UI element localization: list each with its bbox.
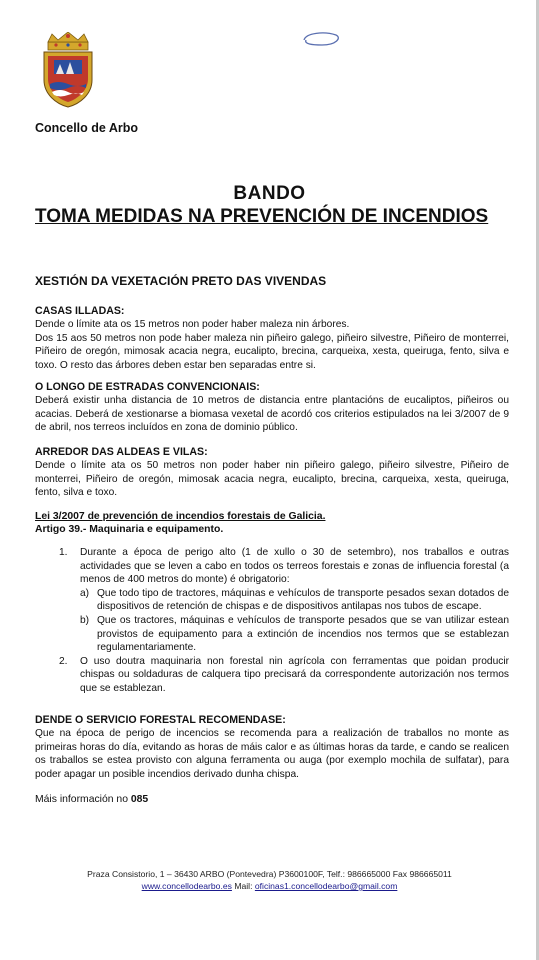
handwritten-mark-icon [300, 30, 342, 48]
section-casas-illadas [35, 305, 509, 372]
email-link[interactable]: oficinas1.concellodearbo@gmail.com [254, 881, 398, 891]
mail-label: Mail: [234, 881, 253, 891]
section-heading: ARREDOR DAS ALDEAS E VILAS: [35, 446, 208, 458]
law-article: Artigo 39.- Maquinaria e equipamento. [35, 524, 224, 535]
section-heading: DENDE O SERVICIO FORESTAL RECOMENDASE: [35, 714, 286, 726]
law-title: Lei 3/2007 de prevención de incendios forestais de Galicia. [35, 511, 326, 522]
law-reference [35, 510, 325, 536]
website-link[interactable]: www.concellodearbo.es [141, 881, 232, 891]
section-paragraph: Deberá existir unha distancia de 10 metros de distancia entre plantacións de eucaliptos, piñeiros ou acacias. Deberá de xestionarse a biomasa vexetal de acordó cos criterios estipulados na lei 3/2007 de 9 de abril, nos terreos incluídos en zona de dominio público. [35, 395, 509, 434]
sub-list-item [80, 587, 509, 614]
sub-list-text: Que todo tipo de tractores, máquinas e vehículos de transporte pesados sexan dotados de dispositivos de retención de chispas e de dispositivos antilapas nos tubos de escape. [97, 587, 509, 613]
list-item-text: Durante a época de perigo alto (1 de xullo o 30 de setembro), nos traballos e outras actividades que se leven a cabo en todos os terreos forestais e zonas de influencia forestal (a menos de 400 metros do monte) é obrigatorio: [80, 547, 509, 586]
section-aldeas [35, 446, 509, 500]
list-item [35, 546, 509, 655]
section-heading: O LONGO DE ESTRADAS CONVENCIONAIS: [35, 381, 260, 393]
coat-of-arms-icon [38, 32, 98, 108]
list-item-number: 2. [59, 655, 68, 667]
article-list [35, 546, 509, 696]
list-item-number: 1. [59, 547, 68, 558]
footer [0, 868, 539, 892]
document-headline [35, 205, 509, 229]
section-forest-service [35, 714, 509, 781]
sub-list-letter: a) [80, 587, 90, 599]
sub-list-letter: b) [80, 614, 90, 626]
more-info [35, 794, 148, 805]
section-heading: CASAS ILLADAS: [35, 305, 125, 317]
section-estradas [35, 381, 509, 435]
section-paragraph: Que na época de perigo de incencios se recomenda para a realización de traballos no monte as primeiras horas do día, evitando as horas de máis calor e as últimas horas da tarde, e cando se realicen os traballos se estea provisto con alguna ferramenta ou auga (por exemplo mochila de sulfatar), para poder apagar un posible incendios derivado dunha chispa. [35, 728, 509, 780]
footer-address: Praza Consistorio, 1 – 36430 ARBO (Pontevedra) P3600100F, Telf.: 986665000 Fax 986665011 [87, 869, 452, 879]
sub-list-item [80, 614, 509, 655]
section-paragraph: Dende o límite ata os 15 metros non poder haber maleza nin árbores. [35, 319, 350, 331]
headline-text: TOMA MEDIDAS NA PREVENCIÓN DE INCENDIOS [35, 206, 489, 227]
document-type-title: BANDO [233, 183, 306, 204]
more-info-number: 085 [130, 794, 149, 805]
section-subtitle: XESTIÓN DA VEXETACIÓN PRETO DAS VIVENDAS [35, 274, 327, 288]
more-info-label: Máis información no [35, 794, 128, 805]
organization-name: Concello de Arbo [35, 121, 139, 135]
section-paragraph: Dos 15 aos 50 metros non pode haber maleza nin piñeiro galego, piñeiro silvestre, Piñeiro de monterrei, Piñeiro de oregón, mimosak acacia negra, eucalipto, brecina, carqueixa, xesta, queiruga, fento, silva e toxo. O resto das árbores deben estar ben separadas entre si. [35, 332, 509, 371]
footer-contact [0, 880, 539, 892]
list-item [35, 655, 509, 696]
list-item-text: O uso doutra maquinaria non forestal nin agrícola con ferramentas que poidan producir chispas ou soldaduras de calquera tipo precisará da correspondente autorización nos termos que se establezan. [80, 655, 509, 694]
section-paragraph: Dende o límite ata os 50 metros non poder haber nin piñeiro galego, piñeiro silvestre, Piñeiro de monterrei, Piñeiro de oregón, mimosak acacia negra, eucalipto, brecina, carqueixa, xesta, queiruga, fento, silva e toxo. [35, 460, 509, 499]
sub-list-text: Que os tractores, máquinas e vehículos de transporte pesados que se van utilizar estean provistos de equipamento para a extinción de incendios nos termos que se establezan regulamentariamente. [97, 614, 509, 654]
